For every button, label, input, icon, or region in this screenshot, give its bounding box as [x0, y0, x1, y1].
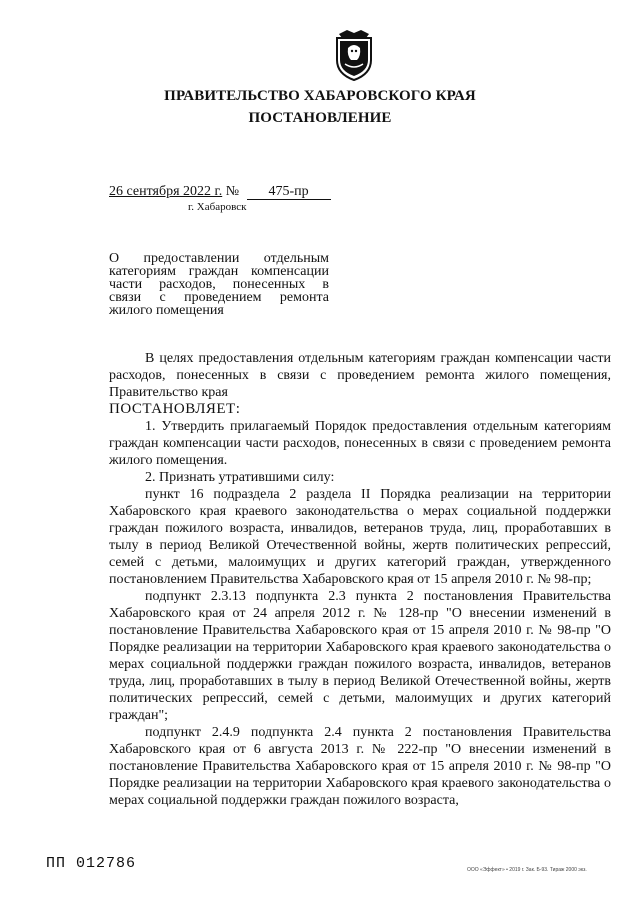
- subject-line: О предоставлении отдельным: [109, 251, 329, 266]
- subject-line: части расходов, понесенных в: [109, 277, 329, 292]
- paragraph-1: 1. Утвердить прилагаемый Порядок предоставления отдельным категориям граждан компенсации части расходов, понесенных в связи с проведением ремонта жилого помещения.: [109, 419, 611, 468]
- paragraph-5: подпункт 2.4.9 подпункта 2.4 пункта 2 постановления Правительства Хабаровского края от 6 августа 2013 г. № 222-пр "О внесении изменений в постановление Правительства Хабаровского края от 15 апреля 2010 г. № 98-пр "О Порядке реализации на территории Хабаровского края краевого законодательства о мерах социальной поддержки граждан пожилого возраста,: [109, 725, 611, 808]
- intro-paragraph: В целях предоставления отдельным категориям граждан компенсации части расходов, понесенных в связи с проведением ремонта жилого помещения, Правительство края: [109, 351, 611, 400]
- document-date: 26 сентября 2022 г.: [109, 184, 223, 199]
- paragraph-4: подпункт 2.3.13 подпункта 2.3 пункта 2 постановления Правительства Хабаровского края от 24 апреля 2012 г. № 128-пр "О внесении изменений в постановление Правительства Хабаровского края от 15 апреля 2010 г. № 98-пр "О Порядке реализации на территории Хабаровского края краевого законодательства о мерах социальной поддержки граждан пожилого возраста, инвалидов, ветеранов труда, лиц, проработавших в тылу в период Великой Отечественной войны, жертв политических репрессий, семей с детьми, малоимущих и других категорий граждан";: [109, 589, 611, 723]
- form-serial-code: ПП 012786: [46, 855, 137, 872]
- document-body: [109, 350, 611, 809]
- printer-imprint: ООО «Эффект» • 2019 г. Зак. Б-93. Тираж 2000 экз.: [467, 867, 587, 873]
- government-title: ПРАВИТЕЛЬСТВО ХАБАРОВСКОГО КРАЯ: [164, 88, 476, 104]
- subject-line: жилого помещения: [109, 303, 224, 318]
- paragraph-2: 2. Признать утратившими силу:: [145, 470, 335, 485]
- city-label: г. Хабаровск: [188, 201, 247, 213]
- number-label: №: [225, 184, 240, 199]
- date-number-line: [109, 184, 331, 200]
- subject-line: связи с проведением ремонта: [109, 290, 329, 305]
- subject-line: категориям граждан компенсации: [109, 264, 329, 279]
- document-type: ПОСТАНОВЛЕНИЕ: [248, 110, 392, 126]
- coat-of-arms-icon: [331, 24, 377, 82]
- paragraph-3: пункт 16 подраздела 2 раздела II Порядка реализации на территории Хабаровского края краевого законодательства о мерах социальной поддержки граждан пожилого возраста, инвалидов, ветеранов труда, лиц, проработавших в тылу в период Великой Отечественной войны, жертв политических репрессий, семей с детьми, малоимущих и других категорий граждан, утвержденного постановлением Правительства Хабаровского края от 15 апреля 2010 г. № 98-пр;: [109, 487, 611, 587]
- document-subject: [109, 252, 329, 317]
- document-number: 475-пр: [247, 185, 331, 200]
- decree-word: ПОСТАНОВЛЯЕТ:: [109, 401, 241, 417]
